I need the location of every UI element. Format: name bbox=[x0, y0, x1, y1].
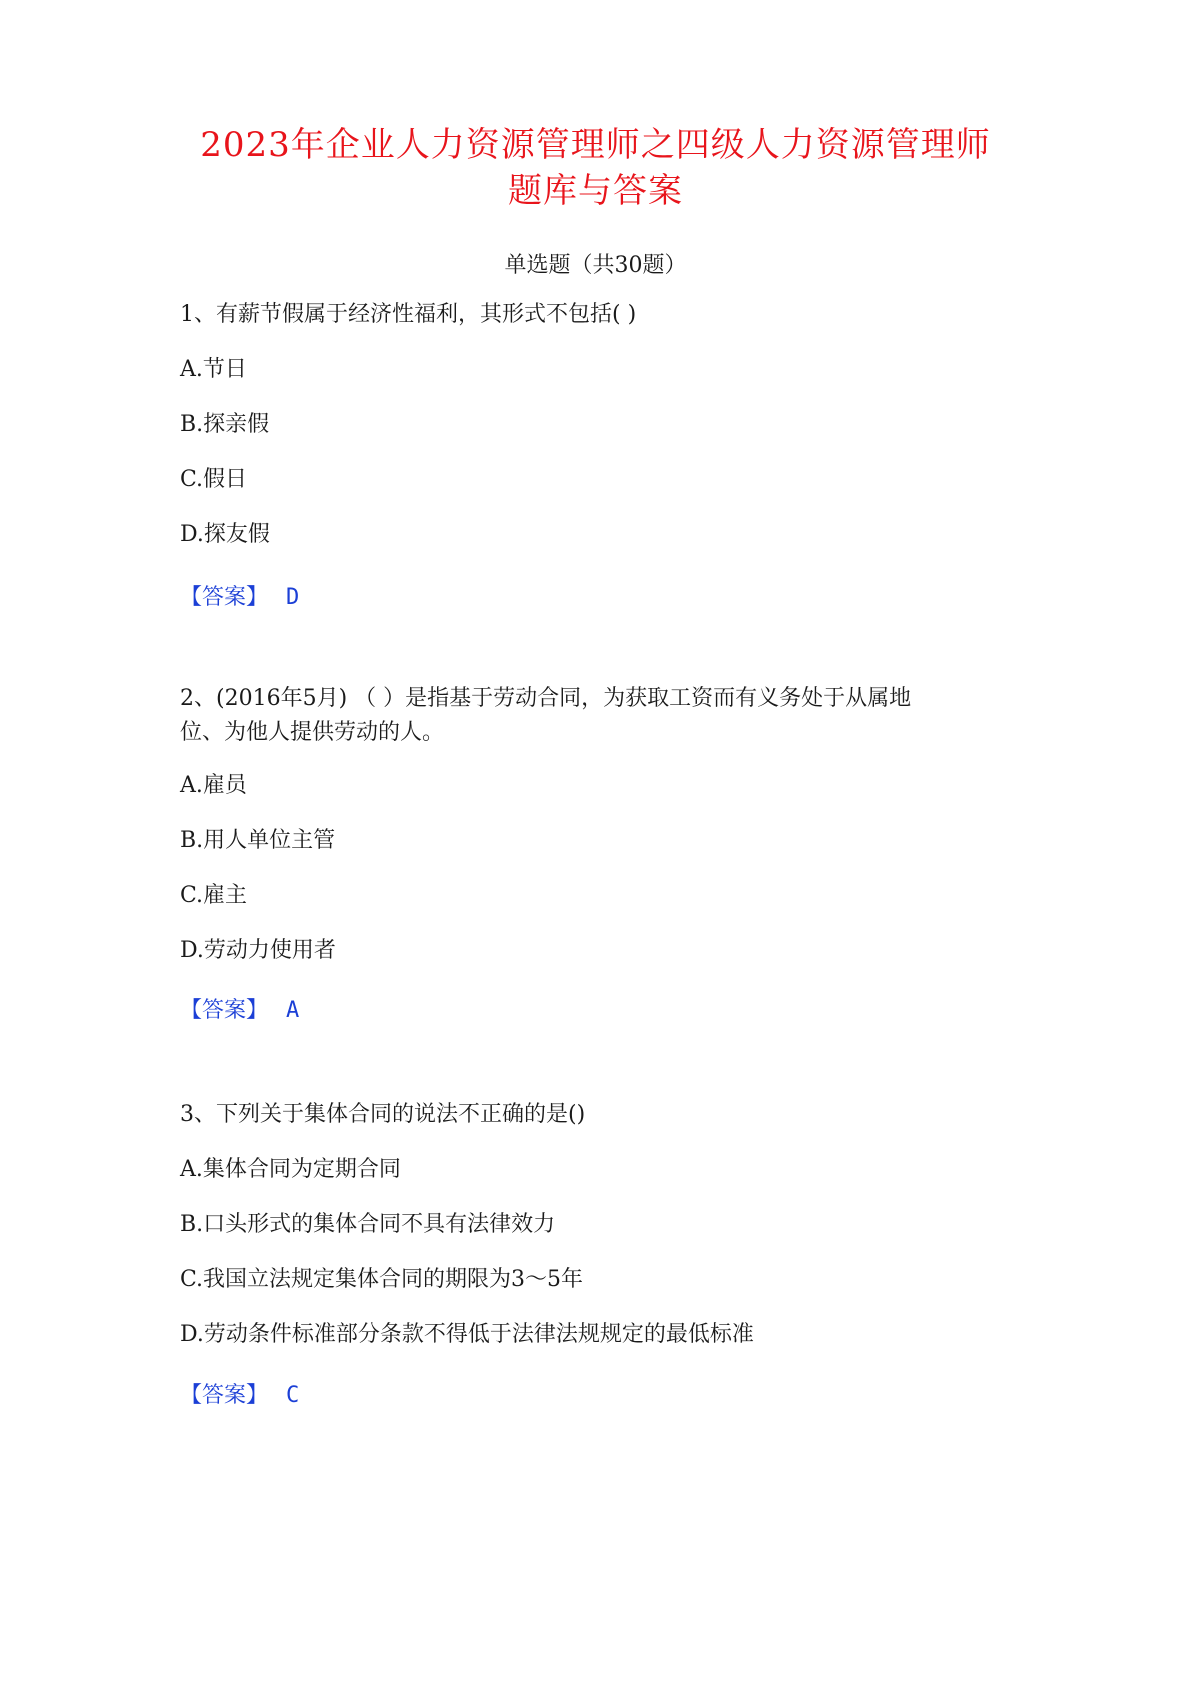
option-b: B.口头形式的集体合同不具有法律效力 bbox=[180, 1212, 556, 1237]
answer-label: 【答案】 bbox=[180, 1383, 269, 1408]
option-a: A.节日 bbox=[180, 357, 247, 382]
answer-label: 【答案】 bbox=[180, 998, 269, 1023]
option-a: A.集体合同为定期合同 bbox=[180, 1157, 401, 1182]
question-stem: 3、下列关于集体合同的说法不正确的是() bbox=[180, 1102, 586, 1127]
question-stem: 2、(2016年5月) （ ）是指基于劳动合同，为获取工资而有义务处于从属地 bbox=[180, 686, 912, 711]
answer-row bbox=[180, 580, 299, 611]
section-heading: 单选题（共30题） bbox=[504, 253, 687, 278]
option-b: B.探亲假 bbox=[180, 412, 270, 437]
option-c: C.我国立法规定集体合同的期限为3～5年 bbox=[180, 1267, 584, 1292]
option-d: D.劳动力使用者 bbox=[180, 938, 336, 963]
option-c: C.假日 bbox=[180, 467, 248, 492]
answer-label: 【答案】 bbox=[180, 585, 269, 610]
option-d: D.劳动条件标准部分条款不得低于法律法规规定的最低标准 bbox=[180, 1322, 754, 1347]
answer-value: C bbox=[286, 1383, 300, 1408]
option-b: B.用人单位主管 bbox=[180, 828, 336, 853]
question-stem-continued: 位、为他人提供劳动的人。 bbox=[180, 720, 445, 745]
answer-value: A bbox=[286, 998, 300, 1023]
question-stem: 1、有薪节假属于经济性福利，其形式不包括( ) bbox=[180, 302, 637, 327]
option-c: C.雇主 bbox=[180, 883, 248, 908]
answer-row bbox=[180, 993, 299, 1024]
title-line-1: 2023年企业人力资源管理师之四级人力资源管理师 bbox=[200, 125, 991, 165]
title-line-2: 题库与答案 bbox=[508, 171, 683, 211]
option-d: D.探友假 bbox=[180, 522, 270, 547]
answer-row bbox=[180, 1378, 299, 1409]
option-a: A.雇员 bbox=[180, 773, 247, 798]
answer-value: D bbox=[286, 585, 300, 610]
